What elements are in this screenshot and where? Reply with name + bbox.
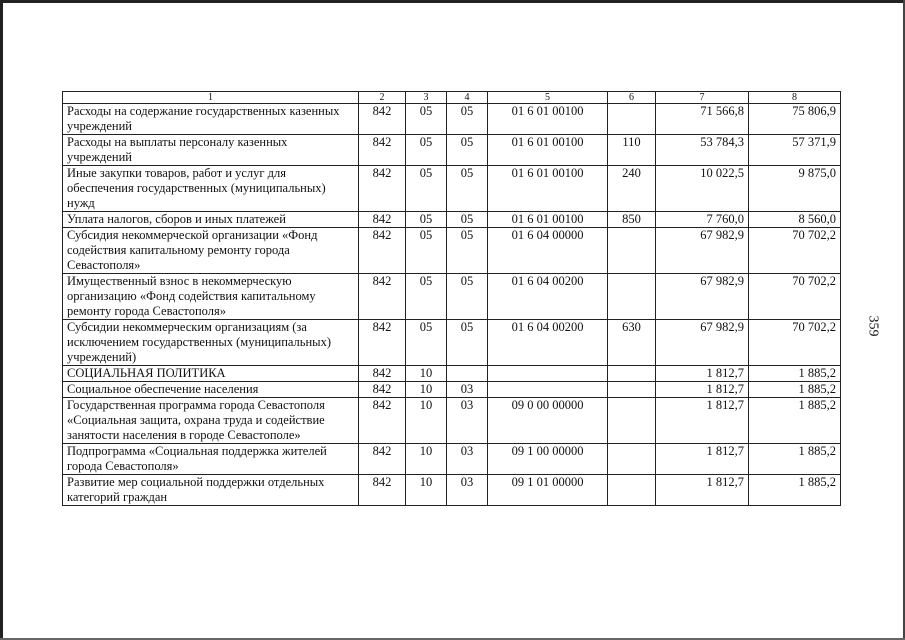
header-cell: 4 (447, 92, 488, 104)
table-row (63, 212, 841, 228)
row-name-cell: Подпрограмма «Социальная поддержка жителей города Севастополя» (63, 444, 359, 475)
table-row (63, 366, 841, 382)
row-value-cell: 10 (406, 444, 447, 475)
row-value-cell: 09 0 00 00000 (488, 398, 608, 444)
row-value-cell: 05 (406, 166, 447, 212)
row-value-cell: 842 (359, 274, 406, 320)
row-name-cell: Имущественный взнос в некоммерческую организацию «Фонд содействия капитальному ремонту города Севастополя» (63, 274, 359, 320)
row-value-cell: 842 (359, 398, 406, 444)
row-name-cell: Уплата налогов, сборов и иных платежей (63, 212, 359, 228)
row-value-cell (608, 475, 656, 506)
row-value-cell: 842 (359, 104, 406, 135)
row-value-cell: 05 (406, 320, 447, 366)
page-number: 359 (865, 315, 881, 337)
header-cell: 2 (359, 92, 406, 104)
row-value-cell: 57 371,9 (749, 135, 841, 166)
table-row (63, 444, 841, 475)
row-value-cell: 09 1 00 00000 (488, 444, 608, 475)
row-value-cell: 10 (406, 475, 447, 506)
scan-border-top (0, 0, 905, 3)
row-value-cell: 10 (406, 382, 447, 398)
table-row (63, 274, 841, 320)
header-cell: 5 (488, 92, 608, 104)
header-cell: 8 (749, 92, 841, 104)
table-header-row (63, 92, 841, 104)
row-value-cell: 8 560,0 (749, 212, 841, 228)
header-cell: 7 (656, 92, 749, 104)
table-row (63, 104, 841, 135)
row-name-cell: Расходы на выплаты персоналу казенных учреждений (63, 135, 359, 166)
header-cell: 1 (63, 92, 359, 104)
row-value-cell (608, 366, 656, 382)
row-value-cell: 05 (406, 228, 447, 274)
row-value-cell: 71 566,8 (656, 104, 749, 135)
row-value-cell: 05 (447, 228, 488, 274)
table-row (63, 228, 841, 274)
row-value-cell: 10 022,5 (656, 166, 749, 212)
table-row (63, 320, 841, 366)
table-row (63, 135, 841, 166)
row-value-cell (488, 366, 608, 382)
row-value-cell: 842 (359, 228, 406, 274)
row-value-cell: 1 885,2 (749, 382, 841, 398)
row-value-cell: 842 (359, 475, 406, 506)
row-value-cell: 67 982,9 (656, 274, 749, 320)
header-cell: 3 (406, 92, 447, 104)
row-value-cell: 70 702,2 (749, 320, 841, 366)
row-value-cell (608, 444, 656, 475)
row-value-cell: 05 (447, 274, 488, 320)
row-value-cell: 01 6 01 00100 (488, 135, 608, 166)
row-value-cell (608, 274, 656, 320)
table-row (63, 166, 841, 212)
row-value-cell: 1 812,7 (656, 366, 749, 382)
row-value-cell: 03 (447, 382, 488, 398)
row-value-cell: 05 (447, 104, 488, 135)
row-value-cell: 01 6 04 00200 (488, 274, 608, 320)
row-name-cell: Субсидия некоммерческой организации «Фонд содействия капитальному ремонту города Севастополя» (63, 228, 359, 274)
row-value-cell (608, 104, 656, 135)
row-name-cell: Иные закупки товаров, работ и услуг для обеспечения государственных (муниципальных) нужд (63, 166, 359, 212)
row-value-cell (608, 228, 656, 274)
row-value-cell: 1 885,2 (749, 366, 841, 382)
row-value-cell: 1 812,7 (656, 382, 749, 398)
row-value-cell: 01 6 04 00200 (488, 320, 608, 366)
budget-table (62, 91, 841, 506)
row-value-cell: 05 (406, 274, 447, 320)
row-value-cell: 01 6 04 00000 (488, 228, 608, 274)
row-value-cell: 1 812,7 (656, 398, 749, 444)
row-value-cell: 03 (447, 398, 488, 444)
row-value-cell: 01 6 01 00100 (488, 104, 608, 135)
header-cell: 6 (608, 92, 656, 104)
row-value-cell: 75 806,9 (749, 104, 841, 135)
row-value-cell: 842 (359, 212, 406, 228)
row-value-cell: 842 (359, 382, 406, 398)
row-name-cell: СОЦИАЛЬНАЯ ПОЛИТИКА (63, 366, 359, 382)
row-value-cell (447, 366, 488, 382)
table-row (63, 398, 841, 444)
row-value-cell: 01 6 01 00100 (488, 212, 608, 228)
row-name-cell: Субсидии некоммерческим организациям (за исключением государственных (муниципальных) учреждений) (63, 320, 359, 366)
row-value-cell: 05 (447, 166, 488, 212)
row-value-cell: 03 (447, 444, 488, 475)
row-value-cell: 110 (608, 135, 656, 166)
row-value-cell: 1 812,7 (656, 475, 749, 506)
row-value-cell: 7 760,0 (656, 212, 749, 228)
row-value-cell: 842 (359, 320, 406, 366)
row-value-cell: 53 784,3 (656, 135, 749, 166)
row-value-cell: 842 (359, 135, 406, 166)
row-value-cell: 70 702,2 (749, 274, 841, 320)
table-row (63, 475, 841, 506)
row-value-cell: 240 (608, 166, 656, 212)
row-value-cell: 630 (608, 320, 656, 366)
row-value-cell: 05 (447, 135, 488, 166)
row-value-cell: 842 (359, 166, 406, 212)
row-value-cell: 10 (406, 366, 447, 382)
row-value-cell: 842 (359, 444, 406, 475)
row-value-cell: 05 (406, 212, 447, 228)
row-name-cell: Государственная программа города Севастополя «Социальная защита, охрана труда и содействие занятости населения в городе Севастополе» (63, 398, 359, 444)
row-value-cell (608, 382, 656, 398)
row-value-cell: 05 (447, 212, 488, 228)
row-value-cell: 67 982,9 (656, 320, 749, 366)
row-value-cell: 1 885,2 (749, 444, 841, 475)
row-value-cell: 01 6 01 00100 (488, 166, 608, 212)
row-value-cell: 05 (447, 320, 488, 366)
row-value-cell (608, 398, 656, 444)
row-value-cell: 09 1 01 00000 (488, 475, 608, 506)
row-value-cell: 850 (608, 212, 656, 228)
row-value-cell: 10 (406, 398, 447, 444)
row-value-cell: 05 (406, 104, 447, 135)
row-value-cell: 67 982,9 (656, 228, 749, 274)
row-name-cell: Развитие мер социальной поддержки отдельных категорий граждан (63, 475, 359, 506)
row-value-cell: 70 702,2 (749, 228, 841, 274)
row-value-cell: 1 812,7 (656, 444, 749, 475)
row-value-cell (488, 382, 608, 398)
table-row (63, 382, 841, 398)
row-name-cell: Социальное обеспечение населения (63, 382, 359, 398)
row-value-cell: 05 (406, 135, 447, 166)
row-value-cell: 1 885,2 (749, 398, 841, 444)
row-value-cell: 842 (359, 366, 406, 382)
row-value-cell: 9 875,0 (749, 166, 841, 212)
row-value-cell: 03 (447, 475, 488, 506)
row-name-cell: Расходы на содержание государственных казенных учреждений (63, 104, 359, 135)
scan-border-left (0, 0, 3, 640)
row-value-cell: 1 885,2 (749, 475, 841, 506)
